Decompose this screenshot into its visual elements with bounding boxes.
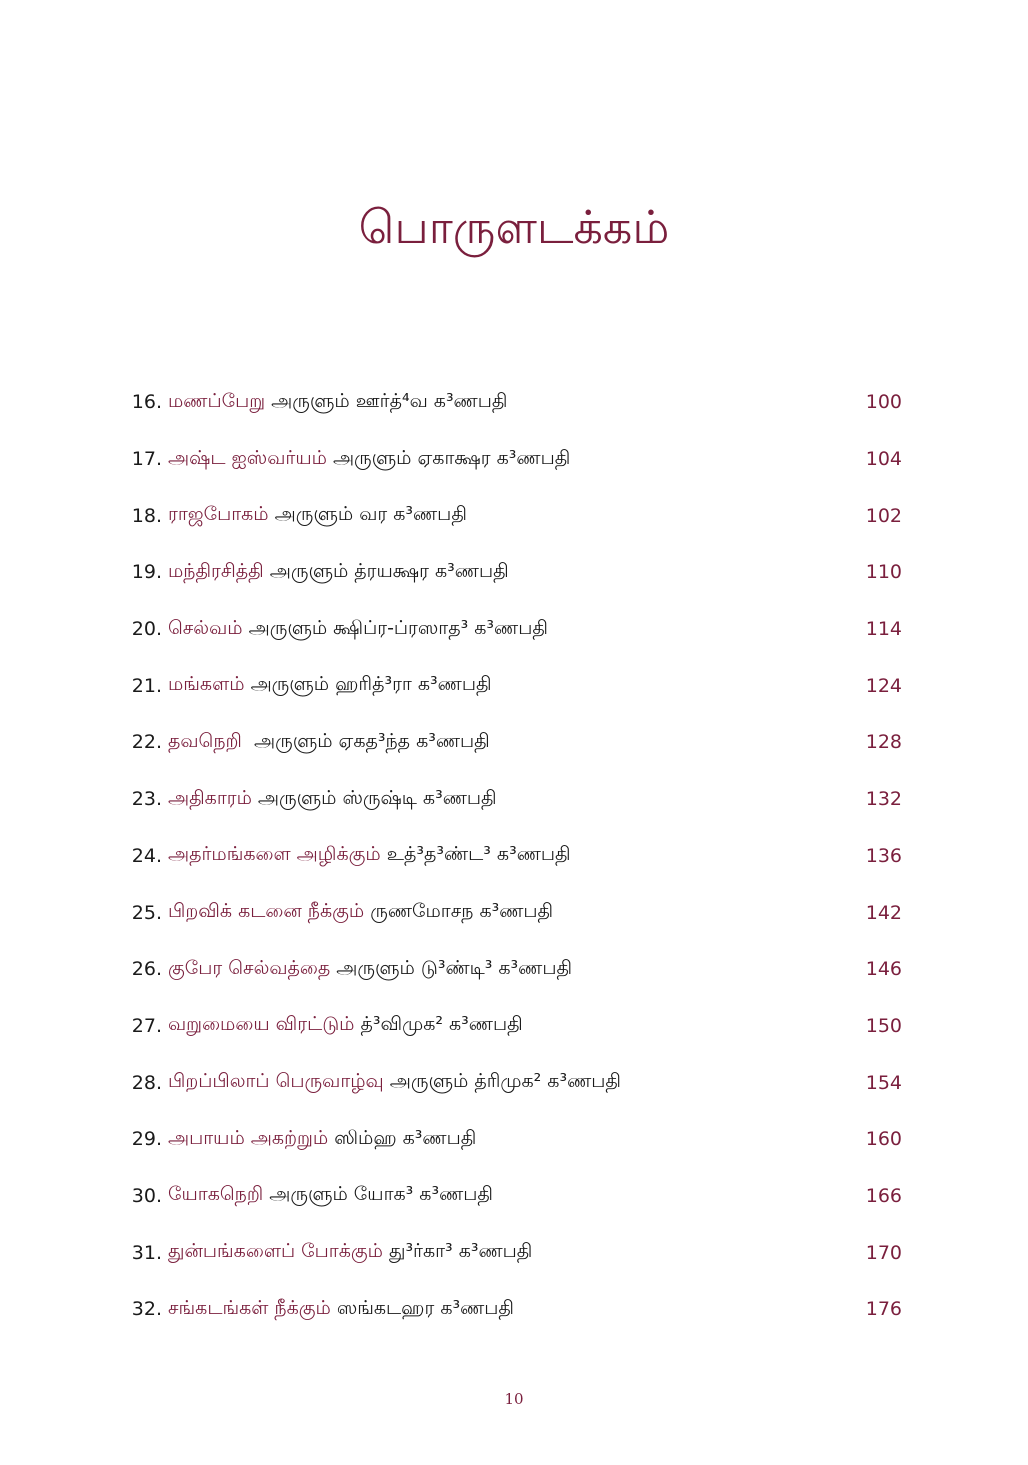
toc-entry-highlight: சங்கடங்கள் நீக்கும் <box>168 1296 331 1319</box>
page-title: பொருளடக்கம் <box>358 200 670 254</box>
toc-entry-page: 166 <box>865 1184 902 1207</box>
toc-entry-highlight: மணப்பேறு <box>168 389 266 412</box>
toc-entry-number: 27. <box>131 1014 162 1037</box>
toc-entry-highlight: மங்களம் <box>168 673 245 696</box>
toc-entry-number: 29. <box>131 1128 162 1151</box>
toc-entry-subtitle: அருளும் ஹரித்³ரா க³ணபதி <box>244 673 492 696</box>
toc-entry-highlight: அதிகாரம் <box>168 786 252 809</box>
toc-entry-subtitle: அருளும் ஸ்ருஷ்டி க³ணபதி <box>251 786 497 809</box>
toc-entry-subtitle: அருளும் த்ரிமுக² க³ணபதி <box>383 1070 621 1093</box>
toc-entry-title <box>168 447 822 472</box>
toc-entry-page: 176 <box>865 1298 902 1321</box>
toc-entry-number: 25. <box>131 901 162 924</box>
toc-entry <box>122 431 902 488</box>
toc-entry-title <box>168 1013 822 1038</box>
toc-entry <box>122 1168 902 1225</box>
toc-entry-subtitle: ஸிம்ஹ க³ணபதி <box>328 1126 477 1149</box>
toc-entry <box>122 601 902 658</box>
toc-entry-title <box>168 560 822 585</box>
toc-entry-highlight: குபேர செல்வத்தை <box>168 956 331 979</box>
toc-entry-title <box>168 503 822 528</box>
toc-entry-subtitle: அருளும் க்ஷிப்ர-ப்ரஸாத³ க³ணபதி <box>242 616 548 639</box>
toc-entry-number: 18. <box>131 504 162 527</box>
toc-entry-highlight: அஷ்ட ஐஸ்வர்யம் <box>168 446 327 469</box>
toc-entry <box>122 1224 902 1281</box>
toc-entry-title <box>168 1183 822 1208</box>
toc-entry <box>122 1054 902 1111</box>
toc-entry-title <box>168 843 822 868</box>
toc-entry-title <box>168 957 822 982</box>
toc-entry-page: 102 <box>865 504 902 527</box>
toc-entry-title <box>168 673 822 698</box>
toc-entry <box>122 771 902 828</box>
toc-entry-page: 146 <box>865 958 902 981</box>
toc-entry-title <box>168 900 822 925</box>
toc-entry-number: 22. <box>131 731 162 754</box>
toc-entry-highlight: வறுமையை விரட்டும் <box>168 1013 355 1036</box>
toc-entry-number: 26. <box>131 958 162 981</box>
toc-entry-page: 136 <box>865 844 902 867</box>
toc-entry-highlight: யோகநெறி <box>168 1183 264 1206</box>
toc-entry-title <box>168 1070 822 1095</box>
toc-entry <box>122 1281 902 1338</box>
page-number: 10 <box>504 1390 524 1408</box>
toc-entry-page: 160 <box>865 1128 902 1151</box>
toc-entry <box>122 544 902 601</box>
toc-entry <box>122 941 902 998</box>
toc-entry-subtitle: அருளும் யோக³ க³ணபதி <box>263 1183 493 1206</box>
toc-entry-title <box>168 1127 822 1152</box>
toc-entry-number: 31. <box>131 1241 162 1264</box>
toc-entry-title <box>168 617 822 642</box>
toc-entry-page: 132 <box>865 788 902 811</box>
toc-entry-title <box>168 730 822 755</box>
toc-entry-page: 170 <box>865 1241 902 1264</box>
toc-entry-highlight: தவநெறி <box>168 729 242 752</box>
toc-entry-highlight: மந்திரசித்தி <box>168 559 264 582</box>
toc-entry-number: 20. <box>131 618 162 641</box>
toc-entry <box>122 657 902 714</box>
toc-entry-subtitle: ஸங்கடஹர க³ணபதி <box>330 1296 514 1319</box>
toc-entry-page: 114 <box>865 618 902 641</box>
toc-entry <box>122 828 902 885</box>
toc-entry-number: 28. <box>131 1071 162 1094</box>
toc-entry-highlight: அபாயம் அகற்றும் <box>168 1126 329 1149</box>
toc-entry-subtitle: து³ர்கா³ க³ணபதி <box>382 1240 533 1263</box>
toc-entry-subtitle: அருளும் த்ரயக்ஷர க³ணபதி <box>263 559 509 582</box>
toc-entry-subtitle: அருளும் ஏகாக்ஷர க³ணபதி <box>326 446 571 469</box>
toc-entry-page: 110 <box>865 561 902 584</box>
toc-entry <box>122 1111 902 1168</box>
toc-entry <box>122 487 902 544</box>
toc-entry-subtitle: அருளும் ஏகத³ந்த க³ணபதி <box>241 729 490 752</box>
toc-entry-subtitle: ருணமோசந க³ணபதி <box>364 900 554 923</box>
toc-entry <box>122 998 902 1055</box>
toc-entry-subtitle: உத்³த³ண்ட³ க³ணபதி <box>380 843 571 866</box>
toc-entry-number: 24. <box>131 844 162 867</box>
toc-entry-title <box>168 787 822 812</box>
toc-entry-page: 104 <box>865 448 902 471</box>
toc-entry-page: 142 <box>865 901 902 924</box>
toc-entry-subtitle: த்³விமுக² க³ணபதி <box>354 1013 523 1036</box>
toc-entry-number: 17. <box>131 448 162 471</box>
toc-entry-highlight: துன்பங்களைப் போக்கும் <box>168 1240 383 1263</box>
toc-entry-highlight: செல்வம் <box>168 616 243 639</box>
toc-entry-subtitle: அருளும் டு³ண்டி³ க³ணபதி <box>330 956 573 979</box>
toc-entry-subtitle: அருளும் ஊர்த்⁴வ க³ணபதி <box>265 389 508 412</box>
toc-entry-page: 124 <box>865 674 902 697</box>
toc-entry-number: 30. <box>131 1184 162 1207</box>
toc-entry-page: 100 <box>865 391 902 414</box>
toc-entry-number: 16. <box>131 391 162 414</box>
toc-entry-highlight: பிறவிக் கடனை நீக்கும் <box>168 900 365 923</box>
toc-entry <box>122 374 902 431</box>
toc-entry-page: 128 <box>865 731 902 754</box>
table-of-contents <box>122 374 902 1338</box>
toc-entry-title <box>168 390 822 415</box>
toc-entry-highlight: பிறப்பிலாப் பெருவாழ்வு <box>168 1070 384 1093</box>
toc-entry-title <box>168 1297 822 1322</box>
toc-entry <box>122 884 902 941</box>
toc-entry-subtitle: அருளும் வர க³ணபதி <box>268 503 467 526</box>
toc-entry-number: 19. <box>131 561 162 584</box>
toc-entry-number: 32. <box>131 1298 162 1321</box>
toc-entry-page: 154 <box>865 1071 902 1094</box>
toc-entry-number: 23. <box>131 788 162 811</box>
toc-entry <box>122 714 902 771</box>
toc-entry-number: 21. <box>131 674 162 697</box>
toc-entry-highlight: அதர்மங்களை அழிக்கும் <box>168 843 381 866</box>
toc-entry-highlight: ராஜபோகம் <box>168 503 269 526</box>
toc-entry-page: 150 <box>865 1014 902 1037</box>
toc-entry-title <box>168 1240 822 1265</box>
